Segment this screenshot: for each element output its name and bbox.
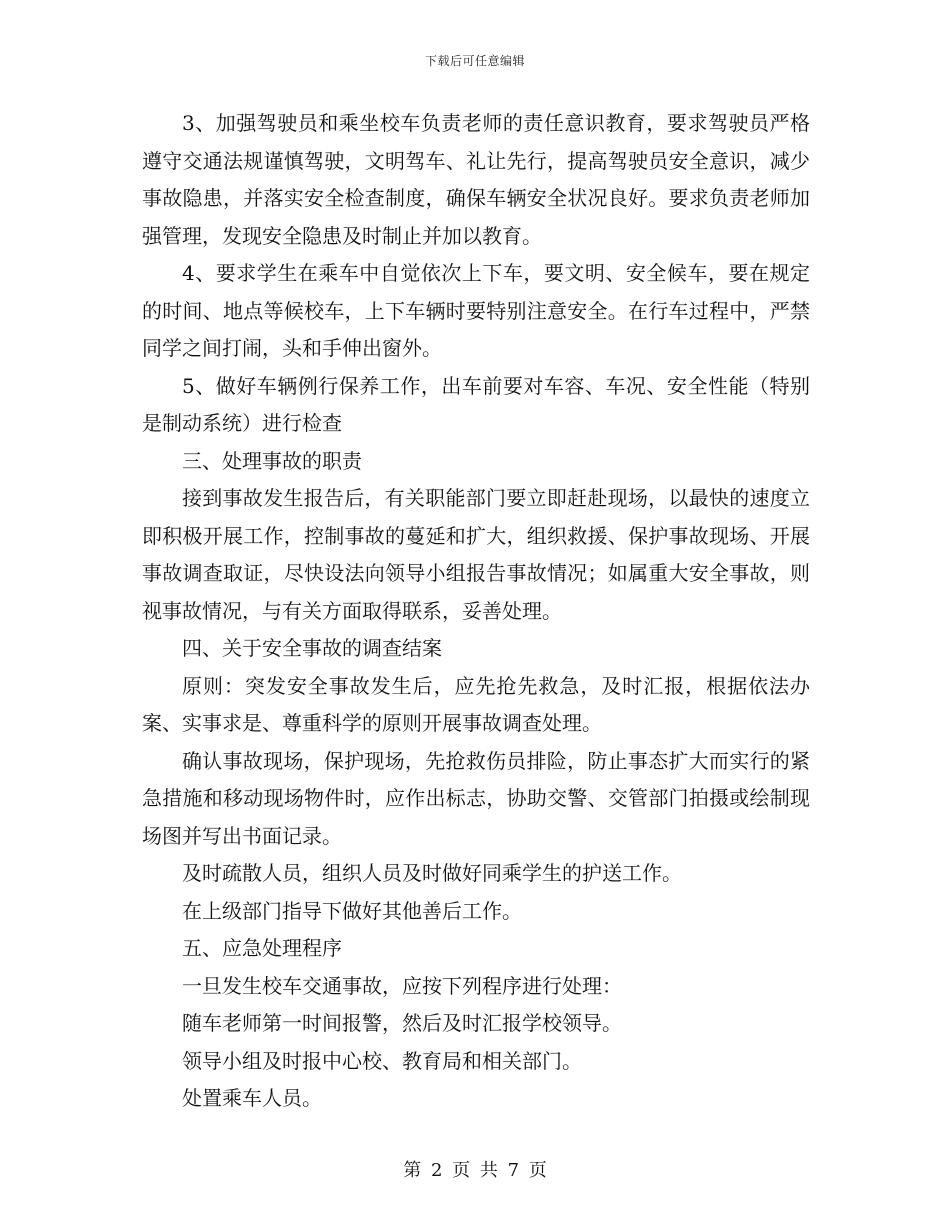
paragraph-procedure-step-2: 领导小组及时报中心校、教育局和相关部门。: [182, 1048, 582, 1073]
paragraph-procedure-step-1: 随车老师第一时间报警，然后及时汇报学校领导。: [182, 1011, 622, 1035]
paragraph-procedure-intro: 一旦发生校车交通事故，应按下列程序进行处理：: [182, 973, 622, 998]
section-heading-3: 三、处理事故的职责: [182, 448, 362, 473]
page-number: 第 2 页 共 7 页: [403, 1160, 547, 1181]
paragraph-procedure-step-3: 处置乘车人员。: [182, 1086, 322, 1110]
paragraph-accident-report: 接到事故发生报告后，有关职能部门要立即赶赴现场，以最快的速度立即积极开展工作，控制事故的蔓延和扩大，组织救援、保护事故现场、开展事故调查取证，尽快设法向领导小组报告事故情况；如属重大安全事故，则视事故情况，与有关方面取得联系，妥善处理。: [142, 486, 810, 623]
page-header: 下载后可任意编辑: [424, 54, 525, 68]
section-heading-5: 五、应急处理程序: [182, 936, 342, 960]
paragraph-aftermath: 在上级部门指导下做好其他善后工作。: [182, 898, 522, 923]
paragraph-item-5: 5、做好车辆例行保养工作，出车前要对车容、车况、安全性能（特别是制动系统）进行检查: [142, 373, 810, 435]
paragraph-item-3: 3、加强驾驶员和乘坐校车负责老师的责任意识教育，要求驾驶员严格遵守交通法规谨慎驾驶，文明驾车、礼让先行，提高驾驶员安全意识，减少事故隐患，并落实安全检查制度，确保车辆安全状况良好。要求负责老师加强管理，发现安全隐患及时制止并加以教育。: [142, 111, 810, 248]
section-heading-4: 四、关于安全事故的调查结案: [182, 636, 442, 660]
paragraph-confirm-scene: 确认事故现场，保护现场，先抢救伤员排险，防止事态扩大而实行的紧急措施和移动现场物件时，应作出标志，协助交警、交管部门拍摄或绘制现场图并写出书面记录。: [142, 748, 810, 848]
document-body: [142, 105, 810, 1118]
paragraph-item-4: 4、要求学生在乘车中自觉依次上下车，要文明、安全候车，要在规定的时间、地点等候校车，上下车辆时要特别注意安全。在行车过程中，严禁同学之间打闹，头和手伸出窗外。: [142, 261, 810, 360]
paragraph-evacuate: 及时疏散人员，组织人员及时做好同乘学生的护送工作。: [182, 861, 682, 885]
paragraph-principle: 原则：突发安全事故发生后，应先抢先救急，及时汇报，根据依法办案、实事求是、尊重科学的原则开展事故调查处理。: [142, 673, 810, 735]
